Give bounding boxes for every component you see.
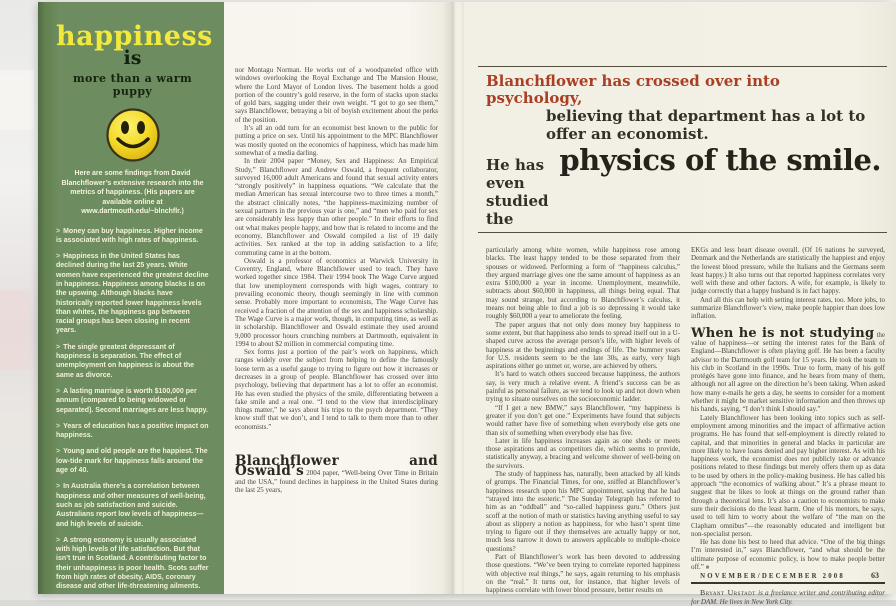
bullet-marker: > bbox=[56, 343, 61, 351]
article-paragraph: And all this can help with setting interest rates, too. More jobs, to summarize Blanchflower’s view, make people happier than does low inflation. bbox=[691, 295, 885, 321]
list-item bbox=[56, 252, 209, 336]
finding-text: Years of education has a positive impact on happiness. bbox=[56, 422, 209, 440]
pull-quote-emphasis: physics of the smile. bbox=[559, 143, 881, 177]
background-shape bbox=[0, 70, 34, 130]
sidebar-title-is: is bbox=[123, 47, 142, 69]
bullet-marker: > bbox=[56, 227, 61, 235]
page-footer bbox=[700, 571, 879, 580]
article-column bbox=[486, 246, 680, 606]
list-item bbox=[56, 482, 209, 528]
sidebar-intro: Here are some findings from David Blanchflower’s extensive research into the metrics of happiness. (His papers are available online at www.dartmouth.edu/~blnchflr.) bbox=[61, 170, 204, 215]
article-column bbox=[235, 66, 438, 494]
list-item bbox=[56, 447, 209, 475]
section-paragraph bbox=[235, 453, 439, 494]
article-paragraph: Lately Blanchflower has been looking into topics such as self-employment among minorities and the impact of affirmative action programs. He has found that self-employment is directly related to capital, and that minorities in general and blacks in particular are more likely to have loans denied and pay higher interest. As with his happiness work, the economist does not publicly take or advance positions related to these findings but merely offers them up as data to be used by others in the policy-making business. He has called his approach “the economics of walking about.” It’s a phrase meant to suggest that he likes to look at things on the ground rather than through a theoretical lens. It’s also a caution to economists to make sure their decisions do the least harm. One of his mentors, he says, used to tell him to worry about the welfare of “the man on the Clapham omnibus”—the reasonably educated and intelligent but non-specialist person. bbox=[691, 413, 885, 538]
section-heading: Blanchflower and Oswald’s bbox=[235, 453, 438, 480]
finding-text: Young and old people are the happiest. The low-tide mark for happiness falls around the age of 40. bbox=[56, 448, 208, 475]
bullet-marker: > bbox=[56, 422, 61, 430]
bullet-marker: > bbox=[56, 253, 61, 261]
list-item bbox=[56, 227, 209, 246]
page-number: 63 bbox=[871, 571, 879, 580]
article-paragraph: Part of Blanchflower’s work has been devoted to addressing those questions. “We’ve been trying to correlate reported happiness with objective real things,” he says, again returning to his emphasis on the “real.” It turns out, for instance, that higher levels of happiness correlate with lower blood pressure, better results on bbox=[486, 552, 680, 595]
article-paragraph: particularly among white women, while happiness rose among blacks. The least happy tended to be those separated from their spouses or widowed. Performing a form of “happiness calculus,” they argued marriage gives one the same amount of happiness as an extra $100,000 a year in income. Unemployment, meanwhile, subtracts about $60,000 in happiness, all things being equal. That may sound strange, but according to Blanchflower’s calculus, it means not being able to find a job is so depressing it would take roughly $60,000 a year to ameliorate the feeling. bbox=[486, 246, 680, 321]
page-fold bbox=[452, 2, 464, 594]
pull-quote-line3 bbox=[486, 143, 881, 228]
author-name: Bryant Urstadt bbox=[700, 588, 756, 598]
author-bio: is a freelance writer and contributing editor for DAM. He lives in New York City. bbox=[691, 589, 885, 606]
list-item bbox=[56, 343, 209, 380]
article-paragraph: It’s hard to watch others succeed because happiness, the authors say, is very much a relative event. A friend’s success can be as painful as personal failure, as we tend to look up and not down when trying to situate ourselves on the socioeconomic ladder. bbox=[486, 370, 680, 404]
findings-list bbox=[56, 227, 209, 592]
end-of-article-mark: ■ bbox=[705, 564, 710, 571]
article-text: He has done his best to heed that advice. “One of the big things I’m interested in,” says Blanchflower, “and what should be the ultimate purpose of economic policy, is how to make people better off.” bbox=[691, 538, 885, 571]
article-paragraph: nor Montagu Norman. He works out of a woodpaneled office with windows overlooking the Royal Exchange and The Mansion House, where the Lord Mayor of London lives. The basement holds a good portion of the country’s gold reserve, in the form of stacks upon stacks of gold bars, sagging under their own weight. “I got to go see them,” says Blanchflower, betraying a bit of boyish excitement about the perks of the position. bbox=[235, 66, 438, 124]
pull-quote-line1: Blanchflower has crossed over into psychology, bbox=[486, 72, 780, 107]
finding-text: Happiness in the United States has declined during the last 25 years. White women have experienced the greatest decline in happiness. Happiness among blacks is on the upswing. Although blacks have historically reported lower happiness levels than whites, the happiness gap between racial groups has been closing in recent years. bbox=[56, 253, 209, 335]
left-page bbox=[224, 2, 452, 594]
finding-text: Money can buy happiness. Higher income is associated with high rates of happiness. bbox=[56, 227, 203, 244]
finding-text: The single greatest depressant of happiness is separation. The effect of unemployment on happiness is about the same as divorce. bbox=[56, 343, 195, 379]
section-text: the value of happiness—or setting the interest rates for the Bank of England—Blanchflower is often playing golf. He has been a faculty advisor to the Dartmouth golf team for 15 years. He took the team to his club in Scotland in the 1990s. True to form, many of his golf protégés have gone into finance, and he hears from many of them, although not all agree on the direction he’s been taking. When asked how many e-mails he gets a day, he seems to consider for a moment whether it might be market sensitive information and then throws up his hands, saying, “I don’t think I should say.” bbox=[691, 330, 886, 414]
finding-text: In Australia there’s a correlation between happiness and other measures of well-being, such as job satisfaction and suicide. Australians report low levels of happiness—and high levels of suicide. bbox=[56, 483, 206, 528]
section-heading: When he is not studying bbox=[691, 325, 875, 341]
magazine-spread bbox=[38, 2, 890, 606]
pull-quote bbox=[478, 66, 887, 233]
bullet-marker: > bbox=[56, 483, 61, 491]
article-paragraph: The paper argues that not only does money buy happiness to some extent, but that happiness also tends to spread itself out in a U-shaped curve across the average person’s life, with higher levels of happiness at the beginnings and endings of life. The bummer years for U.S. residents seem to be the late 30s, as early, very high aspirations either go unmet or, worse, are achieved by others. bbox=[486, 320, 680, 371]
happiness-sidebar bbox=[38, 2, 224, 594]
right-page bbox=[464, 2, 896, 606]
smiley-face-icon bbox=[105, 107, 161, 163]
section-text: 2004 paper, “Well-being Over Time in Britain and the USA,” found declines in happiness in the United States during the last 25 years, bbox=[235, 469, 439, 494]
article-paragraph: Oswald is a professor of economics at Warwick University in Coventry, England, where Blanchflower used to teach. They have worked together since 1984. Their 1994 book The Wage Curve argued that low unemployment corresponds with high wages, contrary to prevailing economic theory, though seemingly in line with common sense. Probably more important to economists, The Wage Curve has received a fraction of the attention of the sex and happiness scholarship. The Wage Curve is a major work, though, in computing time, as well as in scholarship. Blanchflower and Oswald estimate they used around 9,000 processor hours crunching numbers at Dartmouth, equivalent in 1994 to about $2 million in commercial computing time. bbox=[235, 256, 438, 348]
bullet-marker: > bbox=[56, 387, 61, 395]
sidebar-title: happiness bbox=[56, 21, 213, 52]
article-paragraph: Later in life happiness increases again as one sheds or meets those aspirations and as competitors die, which seems to provide, statistically anyway, a bracing and welcome shower of well-being on the survivors. bbox=[486, 436, 680, 470]
pull-quote-line3-prefix: He has even studied the bbox=[486, 156, 549, 228]
article-paragraph: It’s all an odd turn for an economist best known to the public for putting a price on sex. Until his appointment to the MPC Blanchflower was mostly quoted on the economics of happiness, which has made him somewhat of a media darling. bbox=[235, 124, 438, 157]
list-item bbox=[56, 387, 209, 415]
list-item bbox=[56, 536, 209, 592]
finding-text: A strong economy is usually associated with high levels of life satisfaction. But that isn’t true in Scotland. A contributing factor to their unhappiness is poor health. Scots suffer from high rates of obesity, AIDS, coronary disease and other life-threatening ailments. bbox=[56, 536, 209, 591]
issue-date: NOVEMBER/DECEMBER 2008 bbox=[700, 573, 845, 580]
article-paragraph: Sex forms just a portion of the pair’s work on happiness, which ranges widely over the subject from helping to define the famously loose term as a useful gauge to trying to figure out how it increases or decreases in a group of people. Blanchflower has crossed over into psychology, believing that department has a lot to offer an economist. He has even studied the physics of the smile, differentiating between a fake smile and a real one. “I tend to the view that interdisciplinary things matter,” he says about his trips to the psych department. “They know stuff that we don’t, and I tend to talk to them more than to other economists.” bbox=[235, 348, 438, 431]
finding-text: A lasting marriage is worth $100,000 per annum (compared to being widowed or separated). Second marriages are less happy. bbox=[56, 387, 208, 414]
article-paragraph bbox=[691, 538, 885, 572]
sidebar-subtitle: more than a warm puppy bbox=[72, 72, 193, 98]
article-paragraph: The study of happiness has, naturally, been attacked by all kinds of grumps. The Financial Times, for one, sniffed at Blanchflower’s happiness research upon his MPC appointment, saying that he had “strayed into the esoteric.” The Sunday Telegraph has referred to him as an “oddball” and “so-called happiness guru.” Others just scoff at the notion of math or statistics having anything useful to say about as slippery a notion as happiness, for who hasn’t spent time trying to figure out if they themselves are actually happy or not, much less narrow it down to answers applicable to multiple-choice questions? bbox=[486, 470, 680, 553]
list-item bbox=[56, 422, 209, 441]
bullet-marker: > bbox=[56, 448, 61, 456]
article-columns bbox=[486, 246, 885, 606]
section-paragraph bbox=[691, 325, 886, 414]
background-surface bbox=[0, 0, 40, 600]
pull-quote-line2: believing that department has a lot to offer an economist. bbox=[546, 107, 866, 143]
bullet-marker: > bbox=[56, 536, 61, 544]
background-shape bbox=[0, 290, 30, 370]
article-paragraph: EKGs and less heart disease overall. (Of 16 nations he surveyed, Denmark and the Netherlands are statistically the happiest and enjoy the lowest blood pressure, while the Italians and the Germans seem least happy.) It also turns out that reported happiness correlates very well with these and other factors. A wife, for example, is likely to judge correctly that a happy husband is in fact happy. bbox=[691, 246, 885, 296]
article-paragraph: “If I get a new BMW,” says Blanchflower, “my happiness is greater if you don’t get one.” Experiments have found that subjects would rather have five of something when everybody else gets one than six of something when everybody else has five. bbox=[486, 403, 680, 437]
author-byline bbox=[691, 589, 885, 606]
article-paragraph: In their 2004 paper “Money, Sex and Happiness: An Empirical Study,” Blanchflower and Andrew Oswald, a frequent collaborator, surveyed 16,000 adult Americans and found that sexual activity enters “strongly positively” in happiness equations. “We calculate that the median American has sexual intercourse two to three times a month,” the abstract clinically notes, “the happiness-maximizing number of sexual partners in the previous year is one,” and “men who paid for sex are considerably less happy than other people.” In their efforts to find out what makes people happy, and how that is related to income and the economy, Blanchflower and Oswald compiled a list of 19 daily activities. Sex ranked at the top in adding satisfaction to a life; commuting came in at the bottom. bbox=[235, 157, 438, 257]
article-column bbox=[691, 246, 885, 606]
byline-divider bbox=[691, 582, 885, 584]
